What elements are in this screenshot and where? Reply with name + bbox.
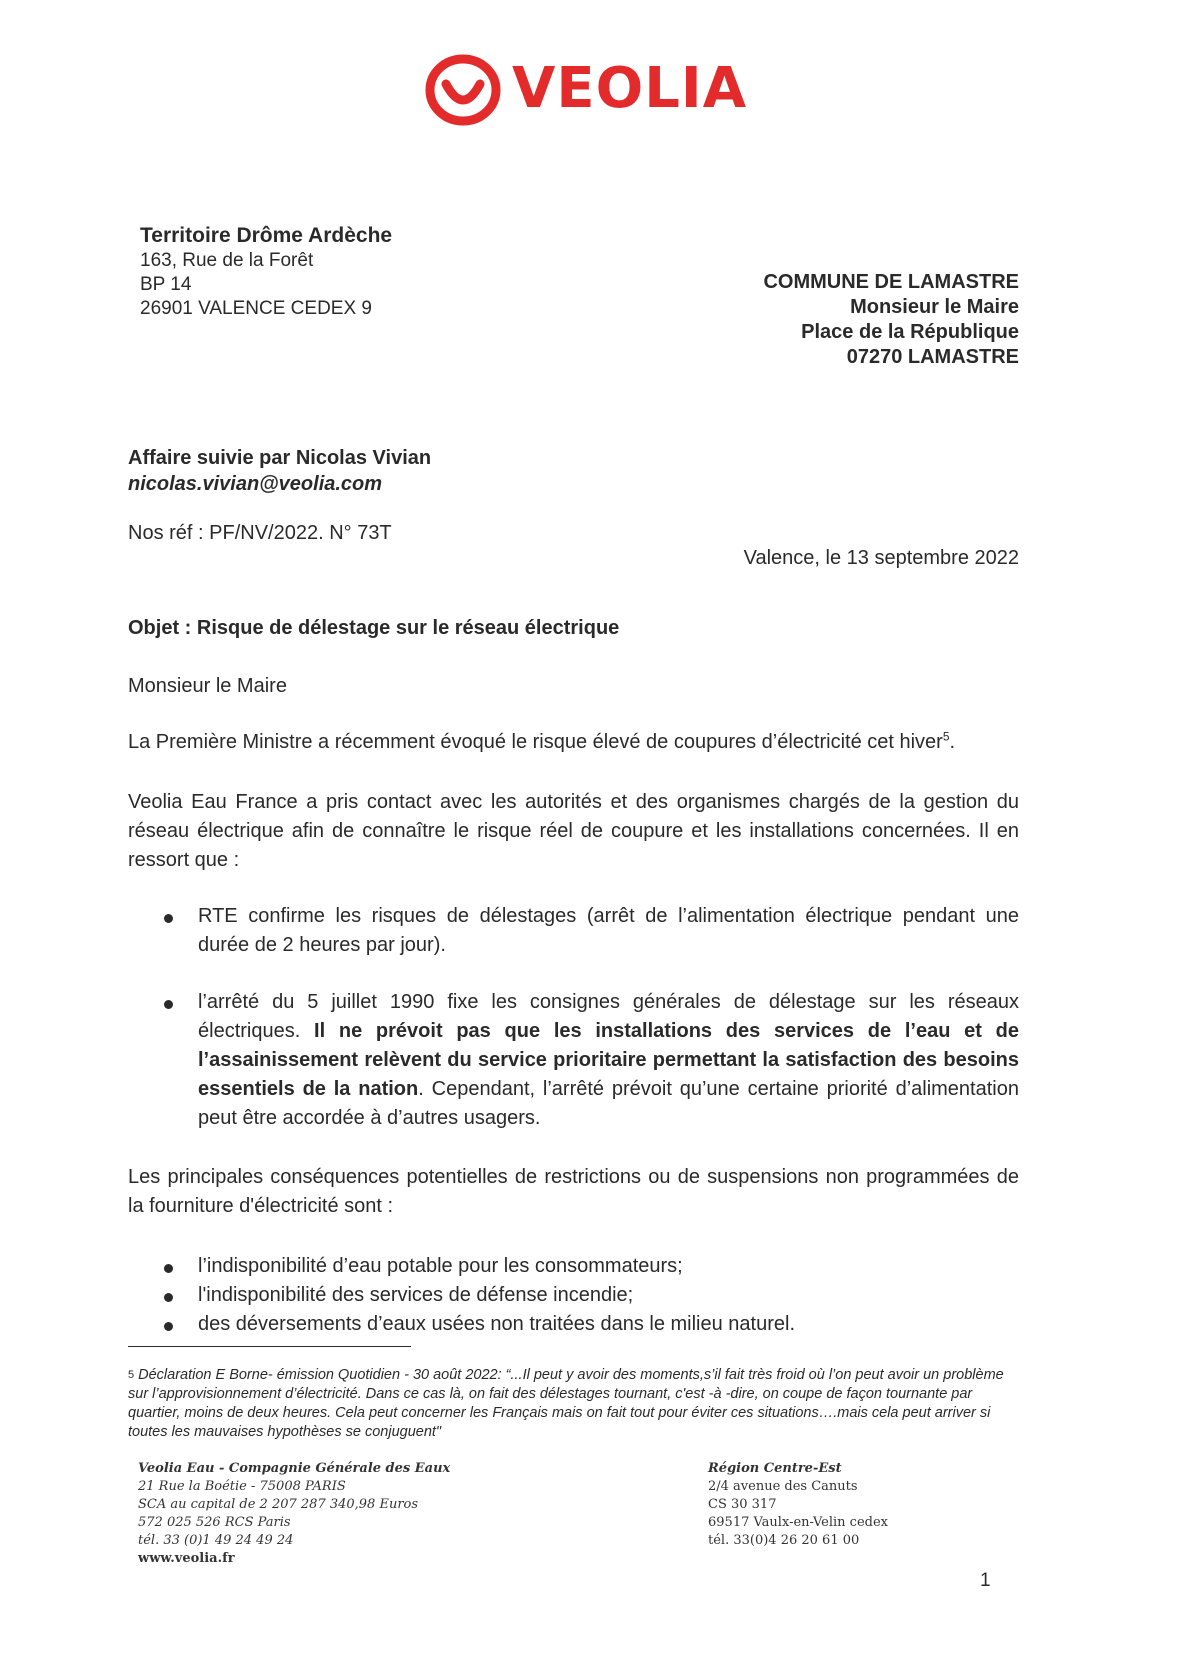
list-item-text: RTE confirme les risques de délestages (arrêt de l’alimentation électrique pendant une durée de 2 heures par jour). [198, 905, 1019, 956]
paragraph-3-text: Les principales conséquences potentielles de restrictions ou de suspensions non programmées de la fourniture d'électricité sont : [128, 1166, 1019, 1217]
handler-email[interactable]: nicolas.vivian@veolia.com [128, 473, 383, 495]
footer-company-name: Veolia Eau - Compagnie Générale des Eaux [138, 1461, 451, 1476]
recipient-address [763, 270, 1019, 370]
salutation: Monsieur le Maire [128, 675, 287, 697]
page-number: 1 [980, 1570, 991, 1591]
bullet-icon [164, 1322, 173, 1331]
sender-name: Territoire Drôme Ardèche [140, 224, 393, 247]
logo-text: VEOLIA [512, 56, 748, 121]
footer-website-link[interactable]: www.veolia.fr [138, 1551, 235, 1566]
list-item [128, 988, 1019, 1133]
sender-line: 26901 VALENCE CEDEX 9 [140, 298, 372, 319]
footnote-divider [128, 1346, 411, 1347]
footer-region-info [708, 1460, 888, 1550]
recipient-line: Monsieur le Maire [850, 296, 1019, 318]
sender-line: 163, Rue de la Forêt [140, 250, 314, 271]
paragraph-2 [128, 788, 1019, 875]
reference: Nos réf : PF/NV/2022. N° 73T [128, 522, 392, 544]
footer-company-info [138, 1460, 450, 1568]
footnote [128, 1366, 1023, 1442]
veolia-logo [424, 52, 748, 128]
paragraph-3 [128, 1163, 1019, 1221]
paragraph-1 [128, 728, 1019, 757]
list-item [128, 1310, 1019, 1339]
letter-subject: Objet : Risque de délestage sur le réseau électrique [128, 617, 620, 639]
list-item [128, 902, 1019, 960]
sender-address [140, 224, 392, 321]
case-handler [128, 445, 431, 497]
sender-line: BP 14 [140, 274, 192, 295]
footnote-mark: 5 [128, 1369, 135, 1381]
footer-line: 2/4 avenue des Canuts [708, 1479, 858, 1494]
handler-title: Affaire suivie par Nicolas Vivian [128, 447, 432, 469]
footer-line: tél. 33(0)4 26 20 61 00 [708, 1533, 860, 1548]
bullet-list-1 [128, 902, 1019, 1161]
veolia-logo-mark-icon [424, 54, 502, 126]
bullet-icon [164, 1293, 173, 1302]
list-item [128, 1281, 1019, 1310]
bullet-icon [164, 1264, 173, 1273]
paragraph-2-text: Veolia Eau France a pris contact avec les autorités et des organismes chargés de la gestion du réseau électrique afin de connaître le risque réel de coupure et les installations concernées. Il en ressort que : [128, 791, 1019, 871]
list-item-text-bold: Il ne prévoit pas que les installations des services de l’eau et de l’assainissement relèvent du service prioritaire permettant la satisfaction des besoins essentiels de la nation [198, 1020, 1019, 1100]
letter-date: Valence, le 13 septembre 2022 [743, 547, 1019, 569]
list-item-text: des déversements d’eaux usées non traitées dans le milieu naturel. [198, 1313, 796, 1335]
footer-line: 21 Rue la Boétie - 75008 PARIS [138, 1479, 346, 1494]
footer-line: 69517 Vaulx-en-Velin cedex [708, 1515, 889, 1530]
list-item-text: l’indisponibilité d’eau potable pour les consommateurs; [198, 1255, 683, 1277]
recipient-line: COMMUNE DE LAMASTRE [763, 271, 1019, 293]
list-item-text-end: . Cependant, l’arrêté prévoit qu’une certaine priorité d’alimentation peut être accordée à d’autres usagers. [198, 1078, 1019, 1129]
footer-region-name: Région Centre-Est [708, 1461, 842, 1476]
bullet-icon [164, 914, 173, 923]
paragraph-1-text: La Première Ministre a récemment évoqué le risque élevé de coupures d’électricité cet hiver [128, 731, 943, 753]
footer-line: tél. 33 (0)1 49 24 49 24 [138, 1533, 294, 1548]
footnote-text: Déclaration E Borne- émission Quotidien - 30 août 2022: “...Il peut y avoir des moments,s’il fait très froid où l’on peut avoir un problème sur l’approvisionnement d’électricité. Dans ce cas là, on fait des délestages tournant, c'est -à -dire, on coupe de façon tournante par quartier, moins de deux heures. Cela peut concerner les Français mais on fait tout pour éviter ces situations….mais cela peut arriver si toutes les mauvaises hypothèses se conjuguent" [128, 1367, 1004, 1440]
recipient-line: 07270 LAMASTRE [846, 346, 1019, 368]
paragraph-1-end: . [949, 731, 956, 753]
list-item-text: l'indisponibilité des services de défense incendie; [198, 1284, 634, 1306]
bullet-icon [164, 1000, 173, 1009]
list-item-text [198, 988, 1019, 1133]
footnote-ref: 5 [942, 729, 950, 744]
list-item [128, 1252, 1019, 1281]
recipient-line: Place de la République [801, 321, 1019, 343]
footer-line: SCA au capital de 2 207 287 340,98 Euros [138, 1497, 419, 1512]
list-item-text-start: l’arrêté du 5 juillet 1990 fixe les consignes générales de délestage sur les réseaux électriques. [198, 991, 1019, 1042]
footer-line: 572 025 526 RCS Paris [138, 1515, 291, 1530]
footer-line: CS 30 317 [708, 1497, 777, 1512]
bullet-list-2 [128, 1252, 1019, 1339]
